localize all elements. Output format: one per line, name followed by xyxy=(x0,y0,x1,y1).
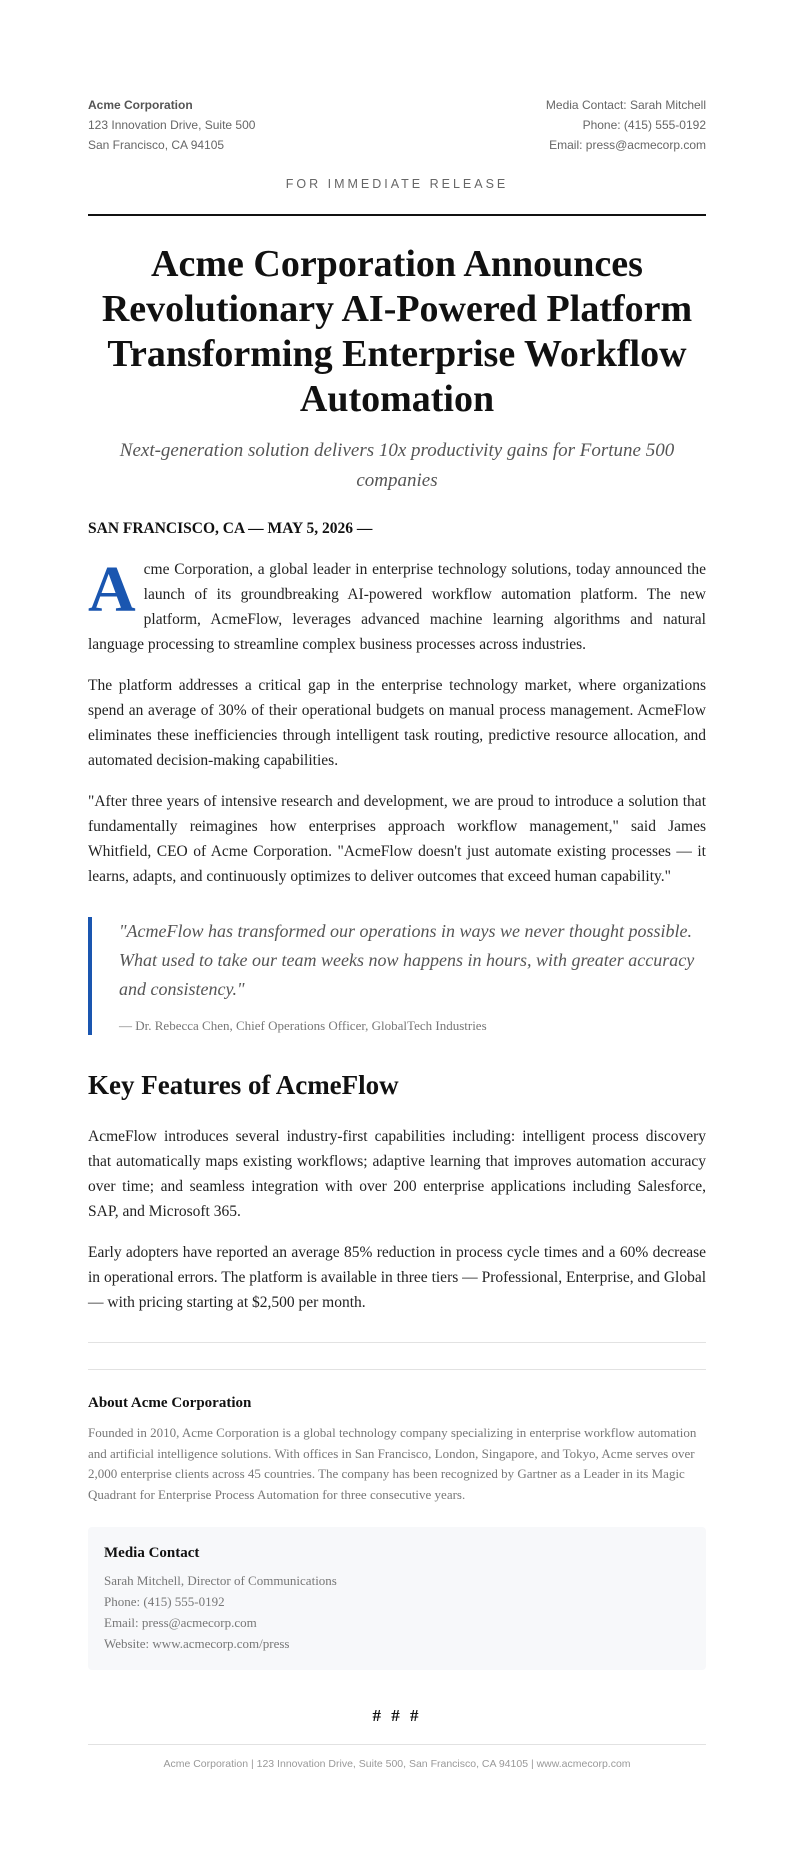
pull-quote-attribution: — Dr. Rebecca Chen, Chief Operations Officer, GlobalTech Industries xyxy=(119,1018,487,1033)
company-address-line-1: 123 Innovation Drive, Suite 500 xyxy=(88,118,256,132)
footer: Acme Corporation | 123 Innovation Drive, Suite 500, San Francisco, CA 94105 | www.acmecorp.com xyxy=(163,1758,631,1770)
release-label: FOR IMMEDIATE RELEASE xyxy=(285,177,509,191)
headline: Acme Corporation Announces Revolutionary AI-Powered Platform Transforming Enterprise Workflow Automation xyxy=(101,243,693,420)
header-divider xyxy=(88,214,706,216)
section-divider xyxy=(88,1342,706,1343)
boilerplate-divider xyxy=(88,1369,706,1370)
media-contact-box-phone: Phone: (415) 555-0192 xyxy=(104,1594,225,1609)
media-contact-info xyxy=(546,95,706,155)
about-heading: About Acme Corporation xyxy=(88,1395,252,1411)
features-paragraph-1: AcmeFlow introduces several industry-first capabilities including: intelligent process discovery that automatically maps existing workflows; adaptive learning that improves automation accuracy over time; and seamless integration with over 200 enterprise applications including Salesforce, SAP, and Microsoft 365. xyxy=(88,1128,706,1220)
press-release-page xyxy=(88,0,706,1770)
body-paragraph-1 xyxy=(88,553,706,657)
media-contact-box-name: Sarah Mitchell, Director of Communications xyxy=(104,1573,337,1588)
dateline: SAN FRANCISCO, CA — MAY 5, 2026 — xyxy=(88,520,373,537)
pull-quote-text: "AcmeFlow has transformed our operations in ways we never thought possible. What used to take our team weeks now happens in hours, with greater accuracy and consistency." xyxy=(119,921,695,999)
about-text: Founded in 2010, Acme Corporation is a global technology company specializing in enterprise workflow automation and artificial intelligence solutions. With offices in San Francisco, London, Singapore, and Tokyo, Acme serves over 2,000 enterprise clients across 45 countries. The company has been recognized by Gartner as a Leader in its Magic Quadrant for Enterprise Process Automation for three consecutive years. xyxy=(88,1425,697,1502)
company-info xyxy=(88,95,255,155)
body-paragraph-2: The platform addresses a critical gap in the enterprise technology market, where organizations spend an average of 30% of their operational budgets on manual process management. AcmeFlow eliminates these inefficiencies through intelligent task routing, predictive resource allocation, and automated decision-making capabilities. xyxy=(88,677,706,769)
media-contact-name: Media Contact: Sarah Mitchell xyxy=(545,98,706,112)
media-contact-email: Email: press@acmecorp.com xyxy=(549,138,706,152)
media-contact-box xyxy=(88,1527,706,1670)
pull-quote xyxy=(88,917,706,1035)
features-paragraph-2: Early adopters have reported an average 85% reduction in process cycle times and a 60% decrease in operational errors. The platform is available in three tiers — Professional, Enterprise, and Global — with pricing starting at $2,500 per month. xyxy=(88,1244,706,1311)
media-contact-phone: Phone: (415) 555-0192 xyxy=(582,118,706,132)
media-contact-box-email: Email: press@acmecorp.com xyxy=(104,1615,257,1630)
media-contact-box-website: Website: www.acmecorp.com/press xyxy=(104,1636,290,1651)
media-contact-heading: Media Contact xyxy=(104,1545,200,1561)
end-of-release-marks: # # # xyxy=(372,1706,422,1725)
body-paragraph-3: "After three years of intensive research and development, we are proud to introduce a solution that fundamentally reimagines how enterprises approach workflow management," said James Whitfield, CEO of Acme Corporation. "AcmeFlow doesn't just automate existing processes — it learns, adapts, and continuously optimizes to deliver outcomes that exceed human capability." xyxy=(88,793,706,885)
body-paragraph-1-text: cme Corporation, a global leader in enterprise technology solutions, today announced the launch of its groundbreaking AI-powered workflow automation platform. The new platform, AcmeFlow, leverages advanced machine learning algorithms and natural language processing to streamline complex business processes across industries. xyxy=(88,561,706,653)
features-heading: Key Features of AcmeFlow xyxy=(88,1070,399,1100)
letterhead xyxy=(88,95,706,155)
subheadline: Next-generation solution delivers 10x productivity gains for Fortune 500 companies xyxy=(119,440,675,491)
company-name: Acme Corporation xyxy=(88,98,193,112)
drop-cap: A xyxy=(88,553,136,626)
footer-divider xyxy=(88,1744,706,1745)
company-address-line-2: San Francisco, CA 94105 xyxy=(88,138,225,152)
